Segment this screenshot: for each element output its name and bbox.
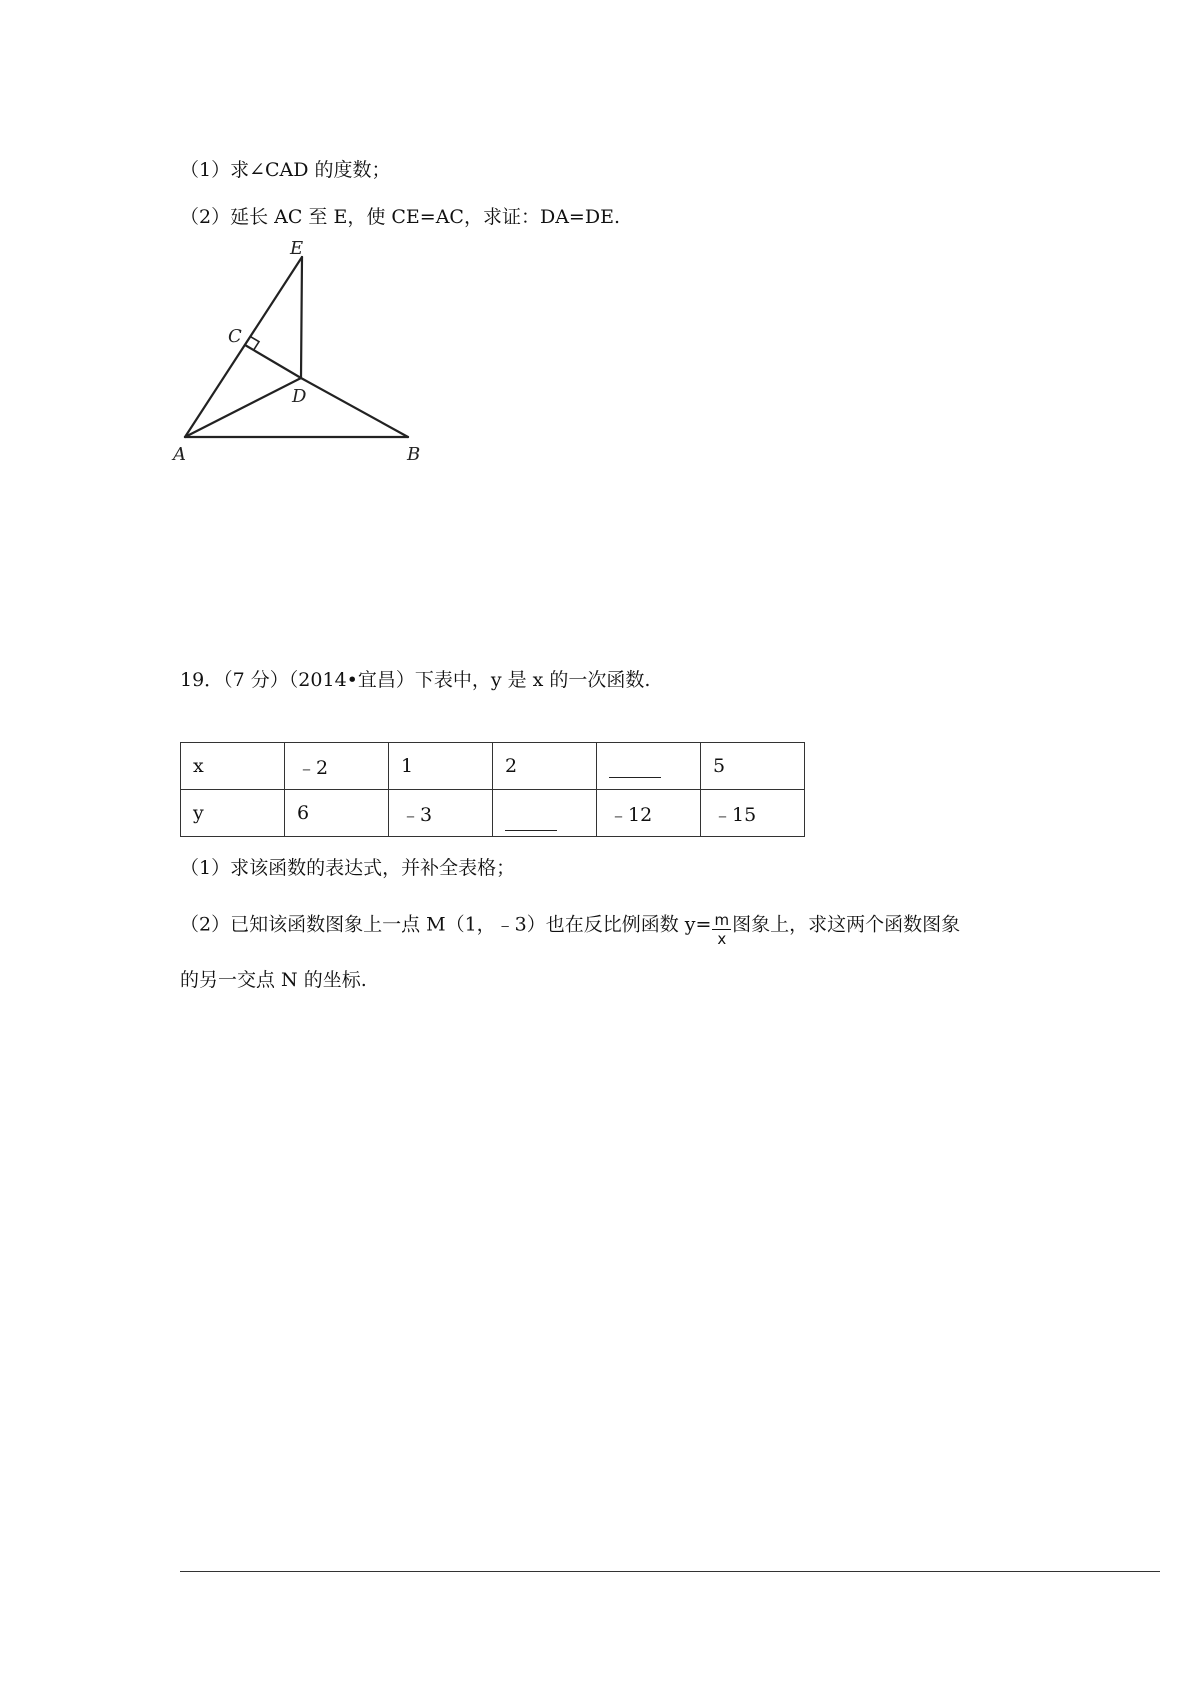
q19-part2-before: （2）已知该函数图象上一点 M（1，﹣3）也在反比例函数 y= — [180, 913, 712, 936]
cell-y-4: ﹣12 — [597, 790, 701, 837]
segment-ed — [301, 257, 302, 378]
point-label-c: C — [228, 326, 242, 347]
fraction-numerator: m — [714, 911, 730, 929]
cell-y-label: y — [181, 790, 285, 837]
segment-db — [301, 378, 408, 437]
point-label-b: B — [407, 444, 421, 465]
q18-part2: （2）延长 AC 至 E，使 CE=AC，求证：DA=DE. — [180, 206, 620, 228]
segment-ae — [185, 257, 302, 437]
cell-x-3: 2 — [493, 743, 597, 790]
cell-x-1: ﹣2 — [285, 743, 389, 790]
fraction-m-over-x — [712, 911, 731, 948]
cell-x-4-blank — [597, 743, 701, 790]
cell-y-1: 6 — [285, 790, 389, 837]
cell-y-2: ﹣3 — [389, 790, 493, 837]
segment-ad — [185, 378, 301, 437]
q19-part2-line1 — [180, 907, 961, 948]
answer-blank — [505, 796, 557, 831]
function-value-table — [180, 742, 805, 837]
answer-blank — [609, 755, 661, 778]
q19-header: 19．（7 分）（2014•宜昌）下表中，y 是 x 的一次函数. — [180, 669, 651, 691]
cell-y-3-blank — [493, 790, 597, 837]
point-label-e: E — [290, 238, 304, 259]
q19-part2-line2: 的另一交点 N 的坐标. — [180, 969, 367, 991]
point-label-d: D — [292, 386, 307, 407]
triangle-figure — [175, 240, 435, 465]
cell-x-2: 1 — [389, 743, 493, 790]
point-label-a: A — [173, 444, 186, 465]
cell-x-5: 5 — [701, 743, 805, 790]
table-row-y — [181, 790, 805, 837]
fraction-denominator: x — [717, 930, 727, 948]
table-row-x — [181, 743, 805, 790]
q19-part1: （1）求该函数的表达式，并补全表格； — [180, 857, 516, 879]
footer-rule — [180, 1571, 1160, 1572]
q19-part2-after: 图象上，求这两个函数图象 — [732, 913, 961, 936]
q18-part1: （1）求∠CAD 的度数； — [180, 159, 391, 181]
cell-x-label: x — [181, 743, 285, 790]
cell-y-5: ﹣15 — [701, 790, 805, 837]
